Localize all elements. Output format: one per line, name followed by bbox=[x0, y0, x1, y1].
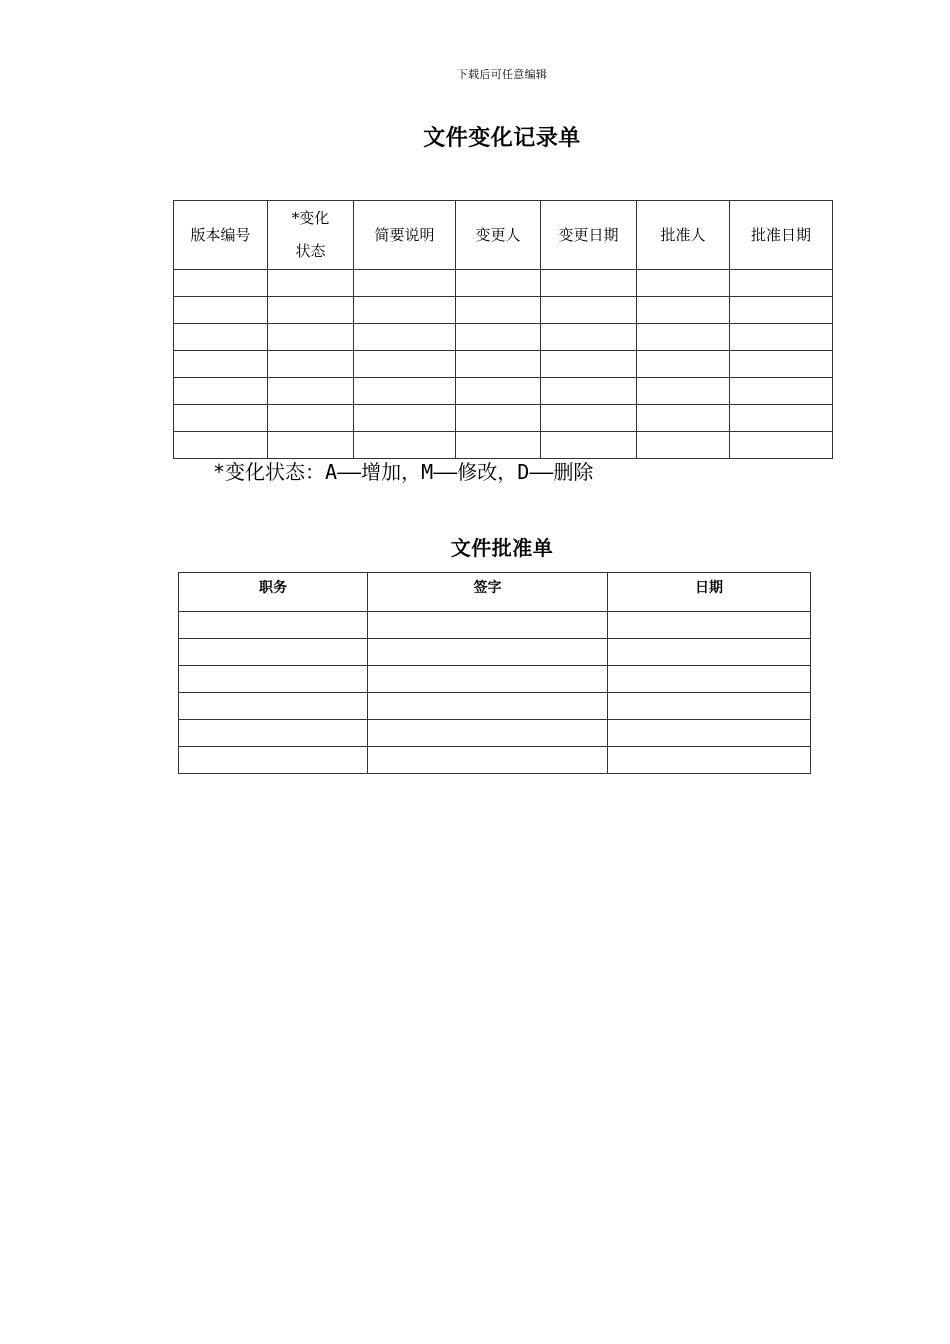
table-cell[interactable] bbox=[174, 405, 268, 432]
table-cell[interactable] bbox=[174, 351, 268, 378]
column-header-change-date: 变更日期 bbox=[541, 201, 637, 270]
column-header-change-status bbox=[268, 201, 354, 270]
table-cell[interactable] bbox=[456, 351, 541, 378]
table-cell[interactable] bbox=[354, 405, 456, 432]
table-row bbox=[174, 432, 833, 459]
table-cell[interactable] bbox=[354, 378, 456, 405]
table-cell[interactable] bbox=[730, 378, 833, 405]
table-cell[interactable] bbox=[608, 720, 811, 747]
table-cell[interactable] bbox=[368, 639, 608, 666]
table-cell[interactable] bbox=[637, 324, 730, 351]
table-cell[interactable] bbox=[637, 351, 730, 378]
table-cell[interactable] bbox=[456, 432, 541, 459]
table-cell[interactable] bbox=[608, 693, 811, 720]
table-cell[interactable] bbox=[354, 297, 456, 324]
table-row bbox=[174, 378, 833, 405]
table-cell[interactable] bbox=[179, 666, 368, 693]
table-cell[interactable] bbox=[268, 351, 354, 378]
table-row bbox=[179, 747, 811, 774]
table-cell[interactable] bbox=[541, 351, 637, 378]
table-cell[interactable] bbox=[368, 612, 608, 639]
table-cell[interactable] bbox=[174, 270, 268, 297]
table-cell[interactable] bbox=[354, 351, 456, 378]
table-cell[interactable] bbox=[541, 270, 637, 297]
header-note: 下载后可任意编辑 bbox=[456, 68, 548, 81]
column-header-approver: 批准人 bbox=[637, 201, 730, 270]
table-cell[interactable] bbox=[179, 747, 368, 774]
table-cell[interactable] bbox=[637, 270, 730, 297]
table-cell[interactable] bbox=[541, 432, 637, 459]
column-header-position: 职务 bbox=[179, 573, 368, 612]
table-cell[interactable] bbox=[174, 324, 268, 351]
table-cell[interactable] bbox=[456, 270, 541, 297]
table-cell[interactable] bbox=[268, 378, 354, 405]
table-cell[interactable] bbox=[541, 405, 637, 432]
column-header-summary: 简要说明 bbox=[354, 201, 456, 270]
table-cell[interactable] bbox=[608, 747, 811, 774]
table-cell[interactable] bbox=[368, 666, 608, 693]
table-row bbox=[174, 270, 833, 297]
table-cell[interactable] bbox=[730, 324, 833, 351]
table-cell[interactable] bbox=[268, 324, 354, 351]
table-row bbox=[174, 405, 833, 432]
column-header-change-status-line2: 状态 bbox=[295, 242, 326, 260]
change-record-title: 文件变化记录单 bbox=[423, 126, 581, 151]
approval-header-row bbox=[179, 573, 811, 612]
table-row bbox=[179, 693, 811, 720]
table-cell[interactable] bbox=[541, 378, 637, 405]
table-cell[interactable] bbox=[368, 693, 608, 720]
table-cell[interactable] bbox=[637, 378, 730, 405]
table-cell[interactable] bbox=[608, 666, 811, 693]
table-cell[interactable] bbox=[179, 720, 368, 747]
table-cell[interactable] bbox=[456, 297, 541, 324]
table-cell[interactable] bbox=[456, 405, 541, 432]
column-header-change-status-line1: *变化 bbox=[291, 209, 330, 227]
column-header-date: 日期 bbox=[608, 573, 811, 612]
table-row bbox=[179, 720, 811, 747]
table-cell[interactable] bbox=[268, 432, 354, 459]
table-row bbox=[179, 612, 811, 639]
table-cell[interactable] bbox=[456, 324, 541, 351]
table-cell[interactable] bbox=[179, 693, 368, 720]
table-cell[interactable] bbox=[730, 297, 833, 324]
table-cell[interactable] bbox=[541, 324, 637, 351]
table-row bbox=[174, 297, 833, 324]
table-cell[interactable] bbox=[730, 405, 833, 432]
approval-table bbox=[178, 572, 811, 774]
approval-body bbox=[179, 612, 811, 774]
table-cell[interactable] bbox=[268, 297, 354, 324]
table-cell[interactable] bbox=[608, 639, 811, 666]
table-cell[interactable] bbox=[456, 378, 541, 405]
table-cell[interactable] bbox=[637, 297, 730, 324]
table-cell[interactable] bbox=[179, 612, 368, 639]
column-header-approval-date: 批准日期 bbox=[730, 201, 833, 270]
change-record-header-row bbox=[174, 201, 833, 270]
table-cell[interactable] bbox=[174, 297, 268, 324]
table-cell[interactable] bbox=[174, 432, 268, 459]
table-cell[interactable] bbox=[368, 720, 608, 747]
table-row bbox=[179, 639, 811, 666]
table-cell[interactable] bbox=[637, 432, 730, 459]
table-cell[interactable] bbox=[268, 405, 354, 432]
change-record-table bbox=[173, 200, 833, 459]
table-cell[interactable] bbox=[354, 270, 456, 297]
table-row bbox=[174, 324, 833, 351]
column-header-version: 版本编号 bbox=[174, 201, 268, 270]
table-row bbox=[174, 351, 833, 378]
table-cell[interactable] bbox=[174, 378, 268, 405]
table-cell[interactable] bbox=[354, 432, 456, 459]
table-cell[interactable] bbox=[730, 351, 833, 378]
table-cell[interactable] bbox=[637, 405, 730, 432]
table-cell[interactable] bbox=[354, 324, 456, 351]
table-cell[interactable] bbox=[730, 432, 833, 459]
column-header-changer: 变更人 bbox=[456, 201, 541, 270]
table-cell[interactable] bbox=[368, 747, 608, 774]
table-row bbox=[179, 666, 811, 693]
approval-title: 文件批准单 bbox=[450, 536, 554, 560]
change-record-body bbox=[174, 270, 833, 459]
table-cell[interactable] bbox=[179, 639, 368, 666]
column-header-signature: 签字 bbox=[368, 573, 608, 612]
change-status-legend: *变化状态：A——增加，M——修改，D——删除 bbox=[213, 460, 594, 484]
table-cell[interactable] bbox=[608, 612, 811, 639]
table-cell[interactable] bbox=[541, 297, 637, 324]
table-cell[interactable] bbox=[268, 270, 354, 297]
table-cell[interactable] bbox=[730, 270, 833, 297]
